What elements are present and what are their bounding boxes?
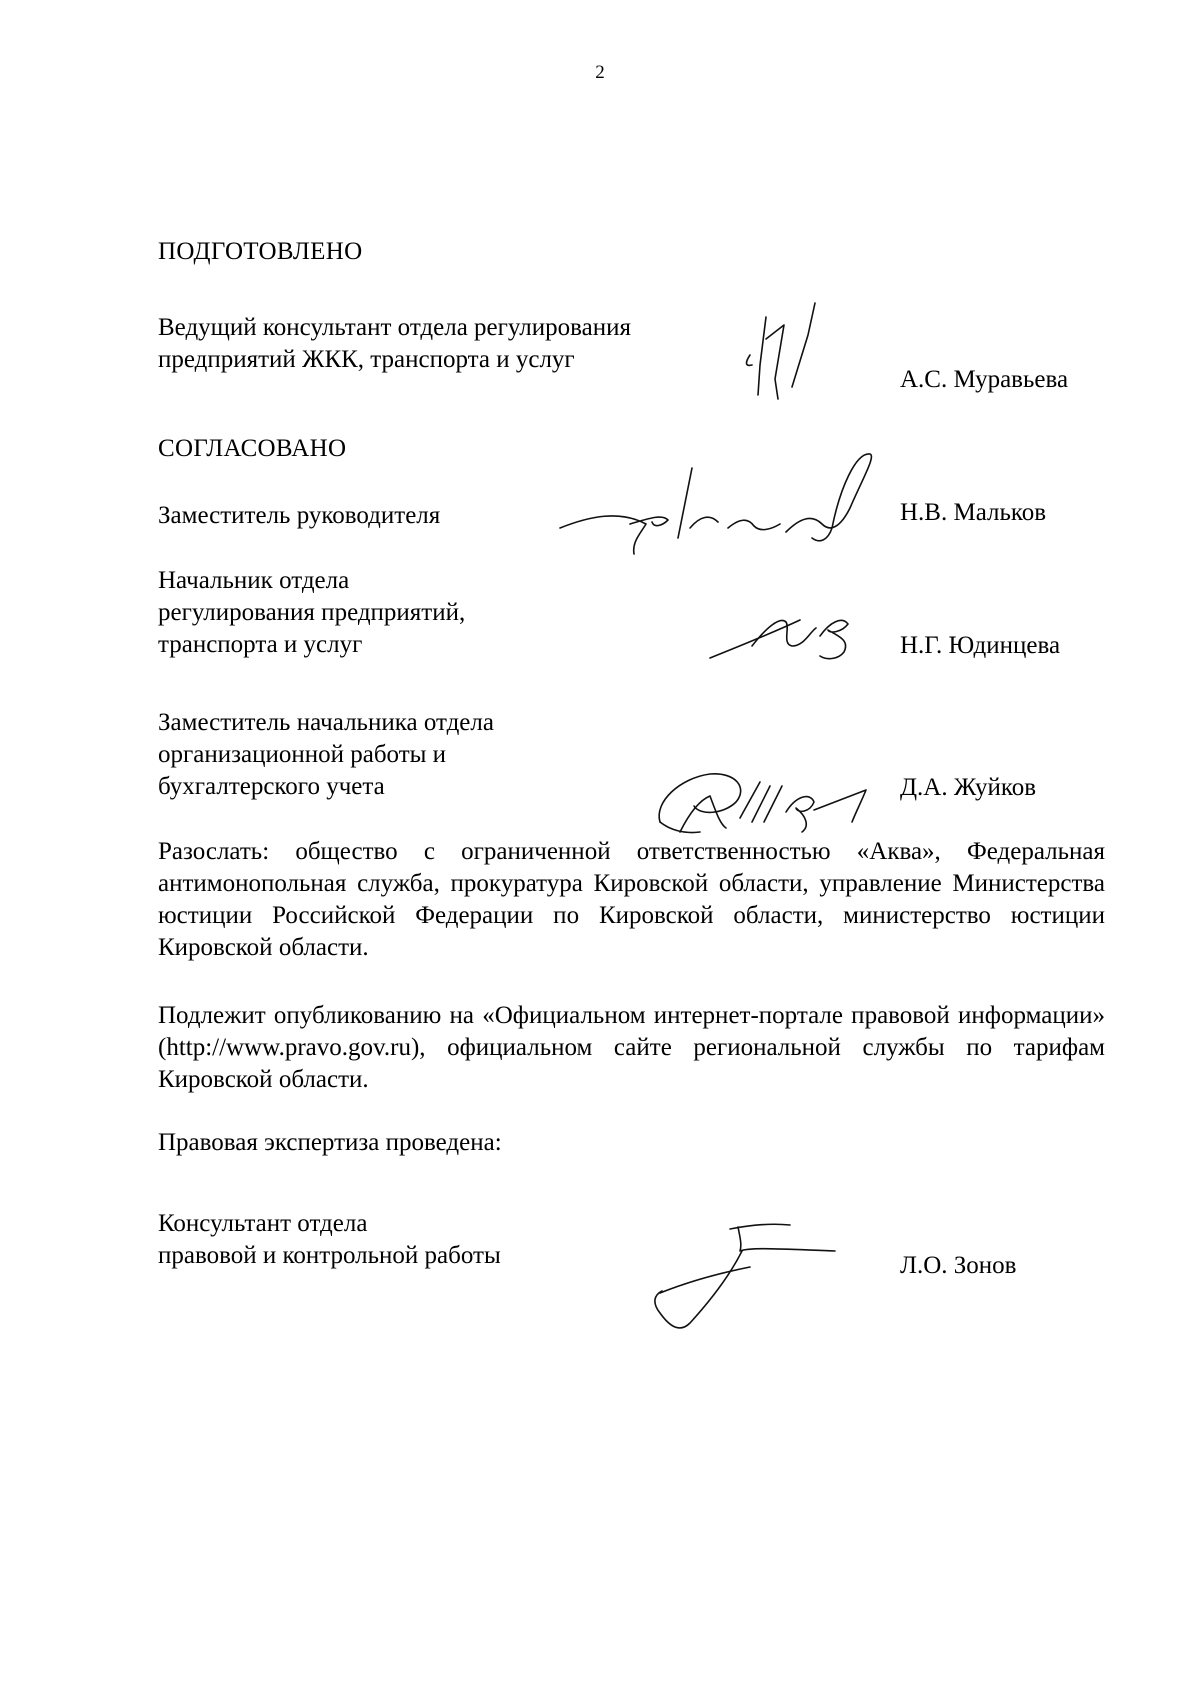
signatory-name: Н.В. Мальков (900, 499, 1047, 526)
signatory-position: Заместитель руководителя (158, 502, 441, 529)
prepared-heading: ПОДГОТОВЛЕНО (158, 238, 363, 265)
signature-yudintseva (700, 600, 870, 680)
prepared-position (158, 312, 631, 376)
signatory-name: Н.Г. Юдинцева (900, 632, 1061, 659)
legal-review-position-line: правовой и контрольной работы (158, 1242, 501, 1269)
signatory-position (158, 707, 494, 803)
signatory-position-line: организационной работы и (158, 741, 447, 768)
prepared-position-line: Ведущий консультант отдела регулирования (158, 314, 631, 341)
legal-review-name: Л.О. Зонов (900, 1252, 1017, 1279)
signature-muravyeva (720, 295, 850, 415)
signatory-position-line: транспорта и услуг (158, 631, 363, 658)
publication-paragraph: Подлежит опубликованию на «Официальном интернет-портале правовой информации» (http://www.pravo.gov.ru), официальном сайте региональной службы по тарифам Кировской области. (158, 1002, 1105, 1093)
signatory-position-line: бухгалтерского учета (158, 773, 385, 800)
legal-review-position (158, 1208, 501, 1272)
legal-review-position-line: Консультант отдела (158, 1210, 368, 1237)
signature-malkov (550, 448, 890, 568)
prepared-position-line: предприятий ЖКК, транспорта и услуг (158, 346, 575, 373)
prepared-name: А.С. Муравьева (900, 366, 1069, 393)
distribution-paragraph: Разослать: общество с ограниченной ответственностью «Аква», Федеральная антимонопольная служба, прокуратура Кировской области, управление Министерства юстиции Российской Федерации по Кировской области, министерство юстиции Кировской области. (158, 838, 1105, 961)
signatory-position-line: Начальник отдела (158, 567, 350, 594)
page-number: 2 (595, 62, 605, 83)
signature-zonov (630, 1215, 850, 1340)
legal-review-statement: Правовая экспертиза проведена: (158, 1129, 502, 1156)
signatory-position-line: регулирования предприятий, (158, 599, 466, 626)
signatory-position (158, 565, 465, 661)
signatory-name: Д.А. Жуйков (900, 774, 1037, 801)
signatory-position-line: Заместитель начальника отдела (158, 709, 494, 736)
agreed-heading: СОГЛАСОВАНО (158, 435, 347, 462)
